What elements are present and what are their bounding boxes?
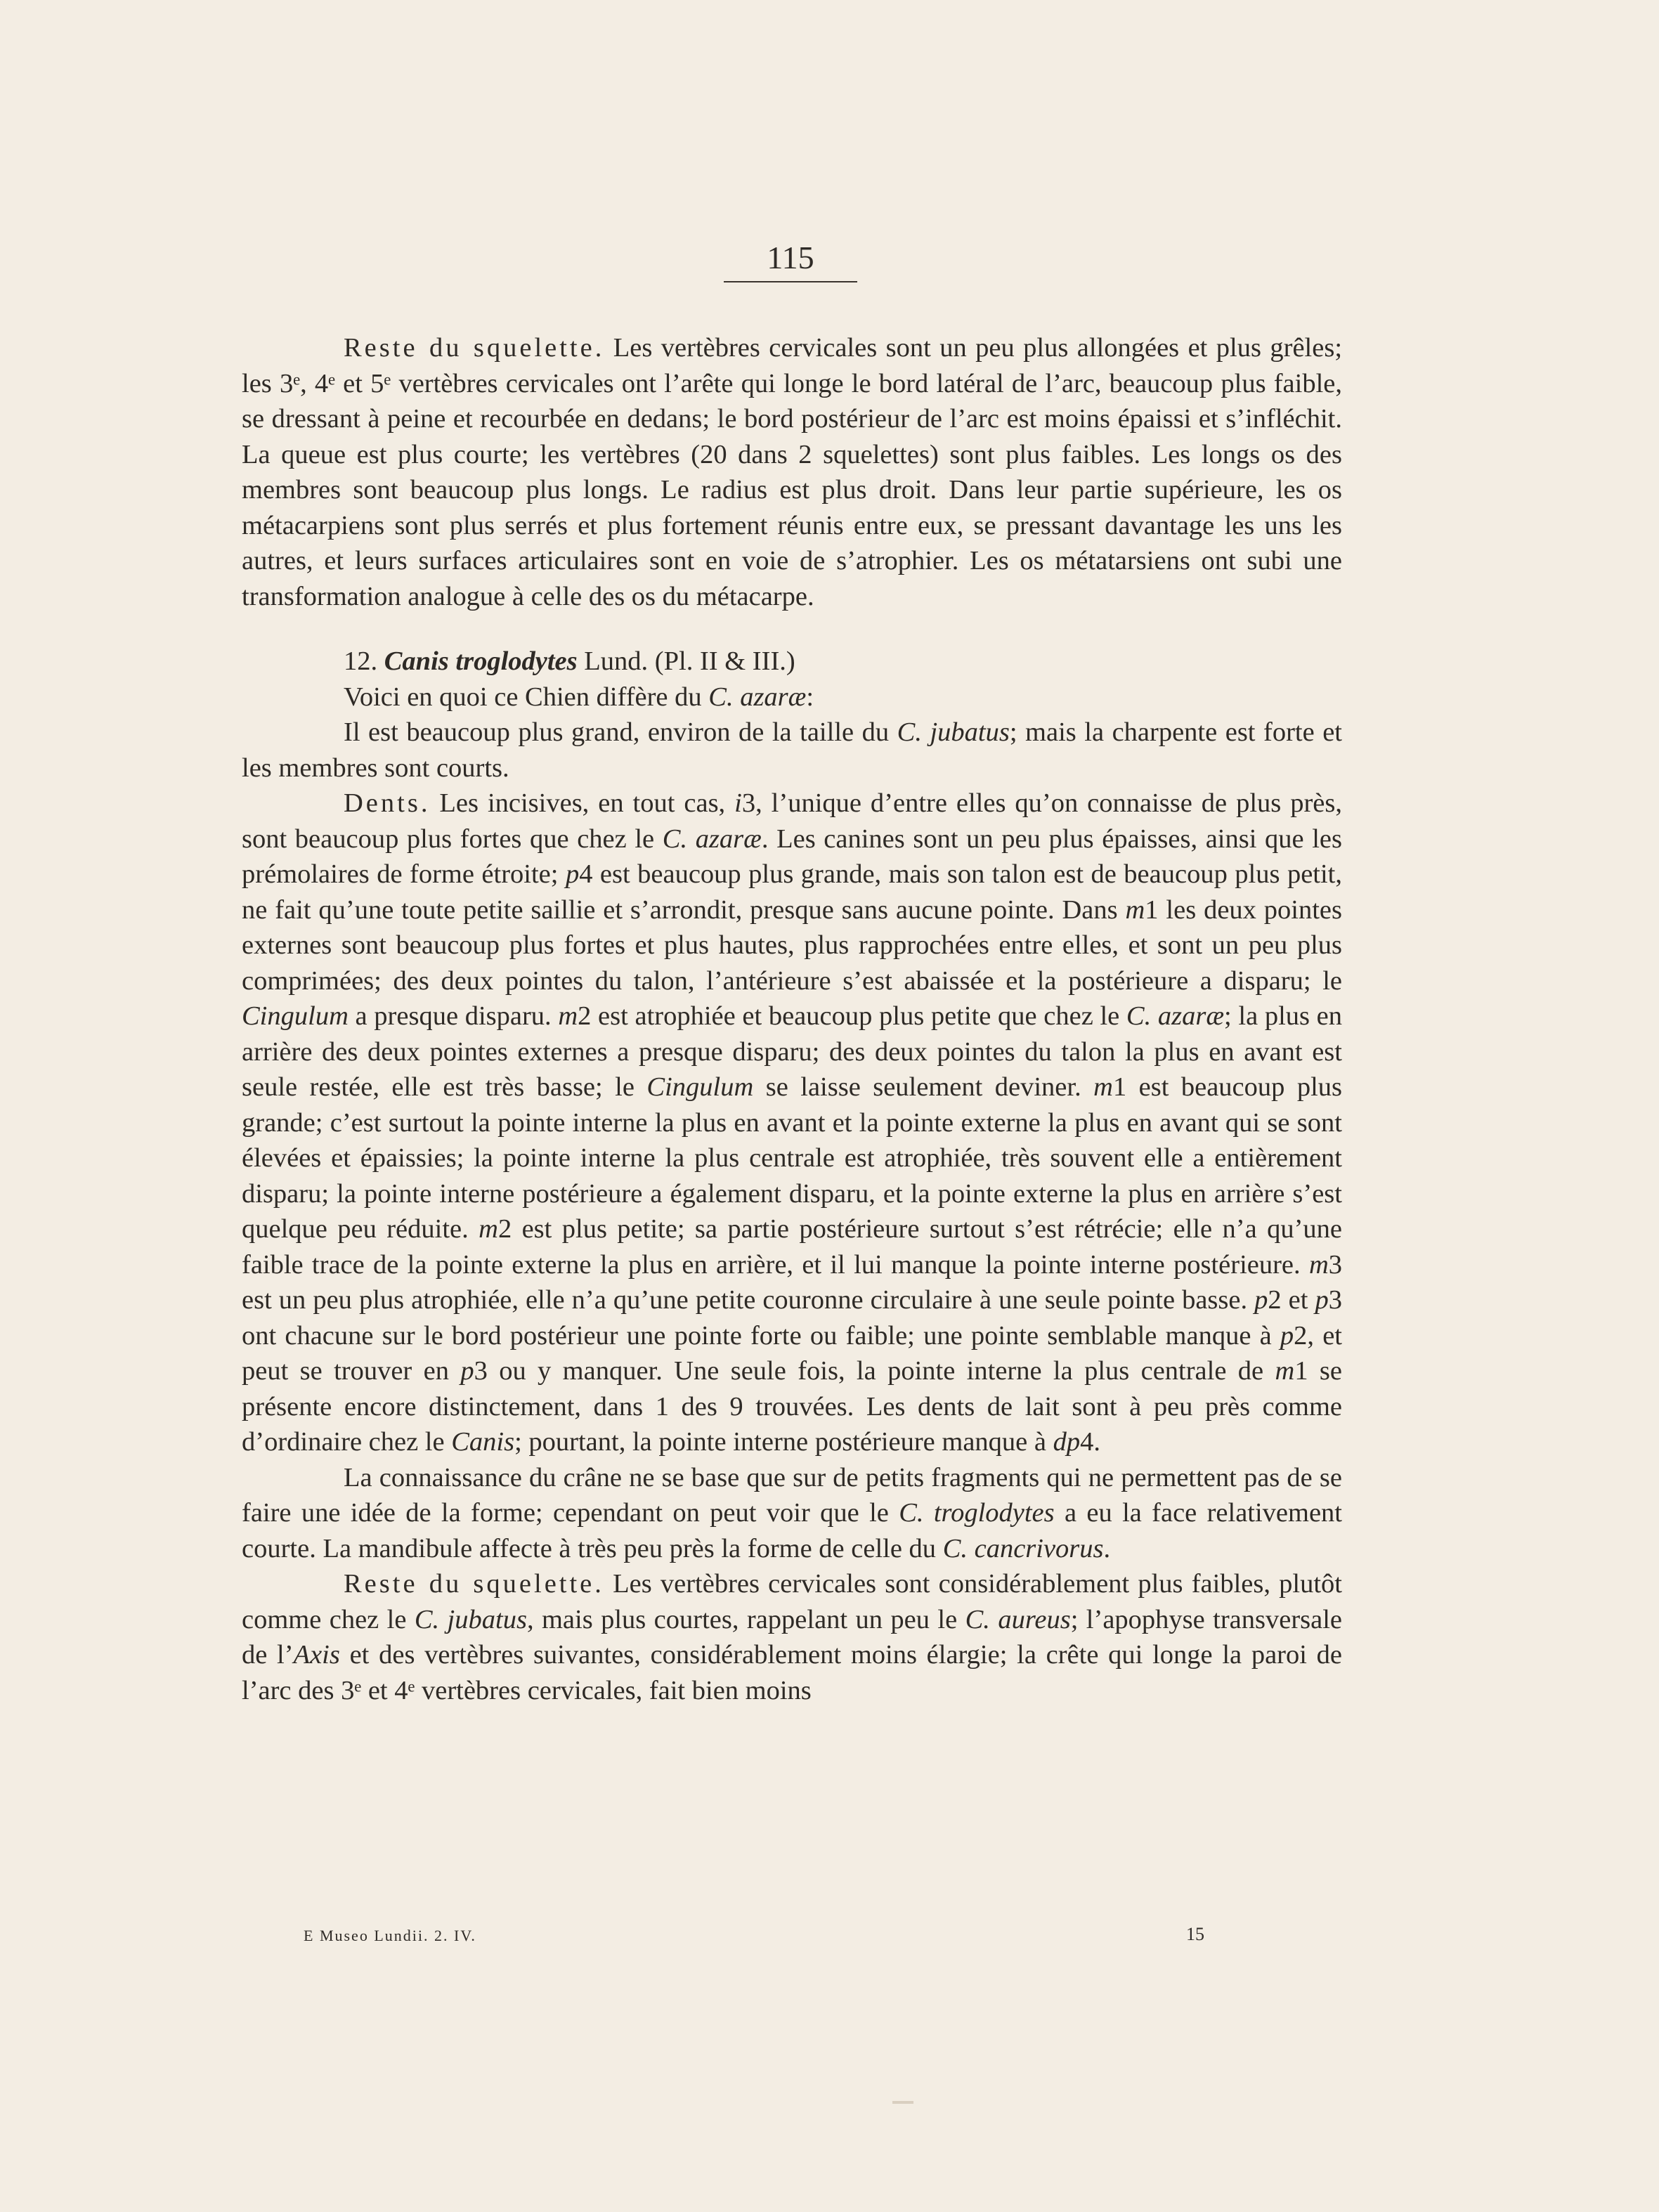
text-segment: 4 est beaucoup plus grande, mais son talon est de beaucoup plus petit, ne fait qu’une toute petite saillie et s’arrondit, presque sans aucune pointe. Dans	[242, 859, 1342, 925]
text-segment: 12.	[344, 646, 384, 676]
text-segment: . Les canines sont un peu plus épaisses, ainsi que les prémolaires de forme étroite;	[242, 824, 1342, 889]
paragraph-size	[242, 715, 1342, 786]
text-segment: Il est beaucoup plus grand, environ de la taille du	[344, 717, 897, 747]
text-segment: m	[479, 1214, 498, 1244]
text-segment: , mais plus courtes, rappelant un peu le	[526, 1604, 965, 1634]
text-segment: p	[1254, 1285, 1268, 1315]
text-segment: p	[460, 1356, 474, 1386]
text-segment: Cingulum	[646, 1072, 754, 1102]
text-segment: se laisse seulement deviner.	[753, 1072, 1094, 1102]
text-segment: Lund. (Pl. II & III.)	[577, 646, 795, 676]
text-segment: p	[565, 859, 580, 889]
text-segment: m	[1125, 894, 1145, 925]
text-segment: La connaissance du crâne ne se base que sur de petits fragments qui ne permettent pas de se faire une idée de la forme; cependant on peut voir que le	[242, 1462, 1342, 1528]
text-segment: C. cancrivorus	[942, 1533, 1104, 1563]
text-segment: 2 et	[1268, 1285, 1315, 1315]
text-segment: Reste du squelette.	[344, 1569, 604, 1599]
text-segment: 3 ont chacune sur le bord postérieur une pointe forte ou faible; une pointe semblable manque à	[242, 1285, 1342, 1351]
text-segment: 4.	[1080, 1427, 1100, 1457]
text-segment: C. jubatus	[897, 717, 1010, 747]
text-segment: C. azaræ	[708, 682, 807, 712]
text-segment: m	[558, 1001, 578, 1031]
text-segment: ; l’apophyse transversale de l’	[242, 1604, 1342, 1670]
paper-mark	[892, 2101, 913, 2104]
text-segment: .	[1103, 1533, 1111, 1563]
text-segment: 2 est plus petite; sa partie postérieure surtout s’est rétrécie; elle n’a qu’une faible trace de la pointe externe la plus en arrière, et il lui manque la pointe interne postérieure.	[242, 1214, 1342, 1280]
paragraph-intro	[242, 679, 1342, 715]
text-segment: m	[1275, 1356, 1295, 1386]
species-heading	[242, 644, 1342, 679]
text-segment: Axis	[293, 1640, 340, 1670]
text-segment: Canis troglodytes	[384, 646, 578, 676]
text-segment: a presque disparu.	[348, 1001, 559, 1031]
text-segment: Les incisives, en tout cas,	[430, 788, 735, 818]
text-segment: 2, et peut se trouver en	[242, 1320, 1342, 1386]
text-segment: 1 est beaucoup plus grande; c’est surtout la pointe interne la plus en avant et la pointe externe la plus en avant qui se sont élevées et épaissies; la pointe interne la plus centrale est atrophiée, très souvent elle a entièrement disparu; la pointe interne postérieure a également disparu, et la pointe externe la plus en arrière s’est quelque peu réduite.	[242, 1072, 1343, 1244]
text-segment: p	[1280, 1320, 1294, 1351]
text-segment: 1 se présente encore distinctement, dans 1 des 9 trouvées. Les dents de lait sont à peu près comme d’ordinaire chez le	[242, 1356, 1342, 1457]
paragraph-skull	[242, 1460, 1342, 1567]
text-segment: m	[1308, 1249, 1329, 1280]
paragraph-skeleton-troglodytes	[242, 1566, 1342, 1708]
text-segment: C. azaræ	[1126, 1001, 1225, 1031]
text-segment: a eu la face relativement courte. La mandibule affecte à très peu près la forme de celle du	[242, 1498, 1343, 1563]
text-segment: 3, l’unique d’entre elles qu’on connaisse de plus près, sont beaucoup plus fortes que chez le	[242, 788, 1342, 854]
text-segment: Les vertèbres cervicales sont un peu plus allongées et plus grêles; les 3ᵉ, 4ᵉ et 5ᵉ vertèbres cervicales ont l’arête qui longe le bord latéral de l’arc, beaucoup plus faible, se dressant à peine et recourbée en dedans; le bord postérieur de l’arc est moins épaissi et s’infléchit. La queue est plus courte; les vertèbres (20 dans 2 squelettes) sont plus faibles. Les longs os des membres sont beaucoup plus longs. Le radius est plus droit. Dans leur partie supérieure, les os métacarpiens sont plus serrés et plus fortement réunis entre eux, se pressant davantage les uns les autres, et leurs surfaces articulaires sont en voie de s’atrophier. Les os métatarsiens ont subi une transformation analogue à celle des os du métacarpe.	[242, 333, 1343, 611]
page-number-rule	[724, 281, 857, 282]
text-segment: i	[734, 788, 742, 818]
text-segment: Reste du squelette.	[344, 333, 605, 363]
text-segment: Voici en quoi ce Chien diffère du	[344, 682, 709, 712]
text-segment: p	[1315, 1285, 1329, 1315]
text-segment: et des vertèbres suivantes, considérablement moins élargie; la crête qui longe la paroi de l’arc des 3ᵉ et 4ᵉ vertèbres cervicales, fait bien moins	[242, 1640, 1342, 1705]
text-segment: 3 ou y manquer. Une seule fois, la pointe interne la plus centrale de	[474, 1356, 1275, 1386]
text-segment: :	[806, 682, 814, 712]
text-segment: 1 les deux pointes externes sont beaucoup plus fortes et plus hautes, plus rapprochées entre elles, et sont un peu plus comprimées; des deux pointes du talon, l’antérieure s’est abaissée et la postérieure a disparu; le	[242, 894, 1342, 996]
text-segment: m	[1093, 1072, 1113, 1102]
text-segment: 3 est un peu plus atrophiée, elle n’a qu’une petite couronne circulaire à une seule pointe basse.	[242, 1249, 1342, 1315]
footer-sheet-number: 15	[1186, 1924, 1204, 1944]
text-segment: C. troglodytes	[899, 1498, 1055, 1528]
text-segment: C. jubatus	[414, 1604, 527, 1634]
page-number: 115	[767, 240, 814, 275]
paragraph-skeleton-azarae	[242, 330, 1342, 614]
text-segment: Les vertèbres cervicales sont considérablement plus faibles, plutôt comme chez le	[242, 1569, 1342, 1634]
text-segment: C. azaræ	[662, 824, 762, 854]
text-segment: ; pourtant, la pointe interne postérieure manque à	[514, 1427, 1053, 1457]
text-segment: dp	[1053, 1427, 1081, 1457]
text-segment: Cingulum	[242, 1001, 349, 1031]
text-segment: C. aureus	[965, 1604, 1071, 1634]
text-segment: ; la plus en arrière des deux pointes externes a presque disparu; des deux pointes du talon la plus en avant est seule restée, elle est très basse; le	[242, 1001, 1343, 1102]
footer-signature: E Museo Lundii. 2. IV.	[304, 1927, 476, 1944]
paragraph-teeth	[242, 786, 1342, 1460]
text-segment: Canis	[451, 1427, 515, 1457]
text-segment: ; mais la charpente est forte et les membres sont courts.	[242, 717, 1342, 783]
text-segment: Dents.	[344, 788, 431, 818]
body-text	[242, 330, 1342, 1708]
text-segment: 2 est atrophiée et beaucoup plus petite que chez le	[578, 1001, 1126, 1031]
